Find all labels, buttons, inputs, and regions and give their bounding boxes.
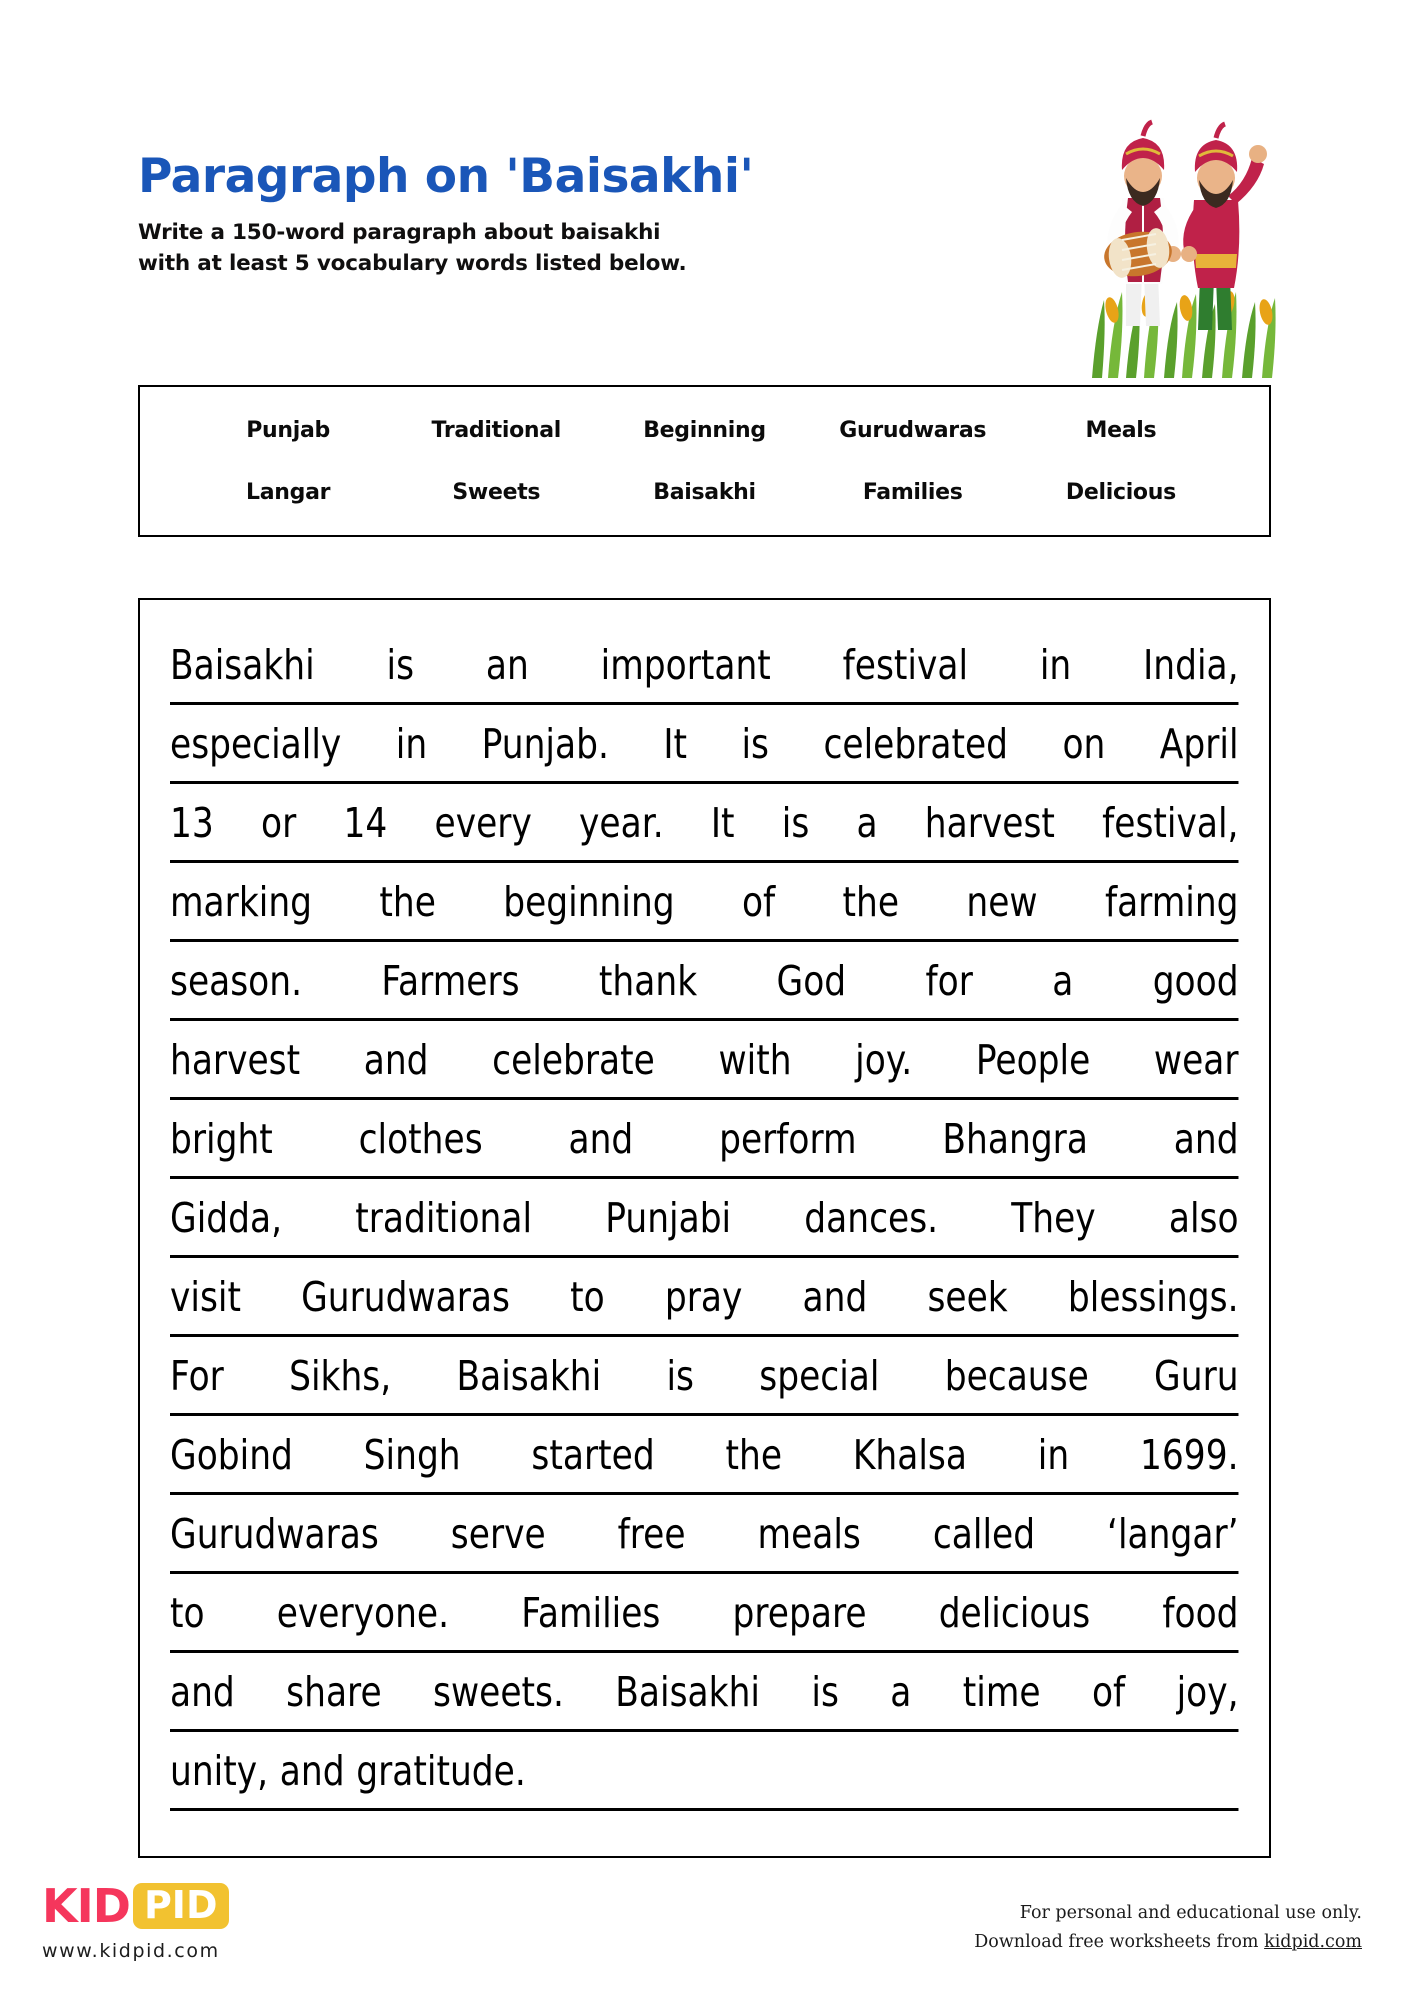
paragraph-word: Gobind [170,1431,293,1479]
instruction-line-1: Write a 150-word paragraph about baisakhi [138,220,661,246]
paragraph-word: wear [1153,1036,1239,1084]
paragraph-word: Gurudwaras [170,1510,379,1558]
paragraph-word: and [170,1668,235,1716]
paragraph-word: the [725,1431,783,1479]
footer-usage-note [974,1899,1362,1956]
paragraph-word: is [666,1352,694,1400]
logo-pid-text: PID [133,1883,229,1929]
paragraph-word: traditional [355,1194,533,1242]
paragraph-word: to [570,1273,605,1321]
paragraph-line [170,784,1239,863]
paragraph-line [170,1337,1239,1416]
paragraph-word: Sikhs, [289,1352,392,1400]
logo-kid-text: KID [42,1879,130,1933]
paragraph-word: farming [1104,878,1239,926]
paragraph-word: dances. [804,1194,939,1242]
paragraph-line [170,1732,1239,1811]
paragraph-word: the [379,878,436,926]
paragraph-word: joy. [855,1036,913,1084]
paragraph-line [170,1258,1239,1337]
paragraph-word: unity, [170,1747,269,1795]
paragraph-word: especially [170,720,342,768]
paragraph-word: gratitude. [356,1747,526,1795]
worksheet-header [138,150,958,279]
paragraph-word: delicious [938,1589,1091,1637]
paragraph-word: Khalsa [852,1431,967,1479]
paragraph-word: on [1062,720,1106,768]
paragraph-word: important [600,641,771,689]
vocabulary-word: Sweets [452,479,541,505]
paragraph-word: 1699. [1139,1431,1239,1479]
paragraph-word: April [1159,720,1239,768]
footer-note-prefix: Download free worksheets from [974,1931,1265,1952]
paragraph-word: serve [450,1510,546,1558]
paragraph-word: perform [719,1115,857,1163]
paragraph-line [170,1416,1239,1495]
kidpid-logo-mark [42,1881,229,1931]
vocabulary-row-2 [184,461,1225,523]
paragraph-word: good [1152,957,1239,1005]
paragraph-word: started [531,1431,655,1479]
vocabulary-word-bank [138,385,1271,537]
paragraph-word: called [932,1510,1036,1558]
paragraph-word: clothes [358,1115,483,1163]
paragraph-word: of [1091,1668,1126,1716]
vocabulary-word: Beginning [643,417,766,443]
paragraph-word: meals [757,1510,861,1558]
paragraph-line [170,1179,1239,1258]
paragraph-word: sweets. [433,1668,564,1716]
paragraph-word: blessings. [1067,1273,1239,1321]
paragraph-answer-area[interactable] [138,598,1271,1858]
paragraph-word: also [1168,1194,1239,1242]
paragraph-word: in [1037,1431,1070,1479]
paragraph-word: 14 [343,799,388,847]
paragraph-word: marking [170,878,313,926]
paragraph-word: share [286,1668,382,1716]
page-footer [0,1860,1414,2000]
paragraph-word: food [1162,1589,1239,1637]
paragraph-word: Gidda, [170,1194,283,1242]
paragraph-line [170,1653,1239,1732]
paragraph-word: or [261,799,297,847]
instruction-line-2: with at least 5 vocabulary words listed below. [138,250,687,276]
paragraph-word: Baisakhi [456,1352,602,1400]
footer-note-line-2 [974,1928,1362,1956]
paragraph-word: and [802,1273,868,1321]
vocabulary-word: Families [862,479,963,505]
paragraph-word: joy, [1176,1668,1239,1716]
paragraph-word: a [856,799,878,847]
worksheet-instructions [138,218,958,279]
paragraph-word: everyone. [276,1589,450,1637]
paragraph-word: a [890,1668,912,1716]
paragraph-word: an [485,641,529,689]
paragraph-word: harvest [170,1036,301,1084]
paragraph-line [170,1021,1239,1100]
paragraph-word: pray [664,1273,743,1321]
vocabulary-row-1 [184,399,1225,461]
paragraph-word: Gurudwaras [301,1273,510,1321]
paragraph-word: free [617,1510,686,1558]
vocabulary-word: Gurudwaras [839,417,987,443]
vocabulary-word: Traditional [431,417,562,443]
vocabulary-word: Langar [246,479,331,505]
bhangra-dancers-illustration [1082,78,1292,378]
paragraph-word: special [759,1352,880,1400]
paragraph-word: and [279,1747,345,1795]
paragraph-line [170,705,1239,784]
paragraph-line [170,1100,1239,1179]
vocabulary-word: Delicious [1065,479,1176,505]
paragraph-word: Baisakhi [615,1668,760,1716]
logo-website-url: www.kidpid.com [42,1940,220,1962]
paragraph-word: Baisakhi [170,641,315,689]
paragraph-word: the [842,878,900,926]
paragraph-word: bright [170,1115,273,1163]
paragraph-word: and [568,1115,634,1163]
paragraph-word: to [170,1589,205,1637]
paragraph-word: is [781,799,810,847]
paragraph-line [170,626,1239,705]
paragraph-word: It [710,799,735,847]
paragraph-word: Singh [363,1431,461,1479]
paragraph-word: festival [842,641,969,689]
paragraph-word: every [434,799,532,847]
paragraph-word: prepare [732,1589,867,1637]
paragraph-word: is [386,641,415,689]
paragraph-word: 13 [170,799,214,847]
paragraph-word: Punjabi [605,1194,732,1242]
paragraph-word: because [944,1352,1089,1400]
paragraph-word: year. [579,799,664,847]
kidpid-link[interactable]: kidpid.com [1264,1931,1362,1952]
paragraph-word: harvest [924,799,1055,847]
paragraph-line [170,1495,1239,1574]
paragraph-word: For [170,1352,224,1400]
paragraph-word: beginning [503,878,675,926]
paragraph-word: India, [1143,641,1239,689]
paragraph-word: in [1039,641,1072,689]
paragraph-word: a [1052,957,1074,1005]
paragraph-line [170,863,1239,942]
kidpid-logo [42,1881,229,1962]
page-title: Paragraph on 'Baisakhi' [138,149,754,204]
paragraph-word: is [741,720,769,768]
paragraph-word: in [395,720,428,768]
paragraph-word: Farmers [381,957,520,1005]
paragraph-word: Bhangra [942,1115,1088,1163]
paragraph-word: celebrate [492,1036,655,1084]
paragraph-word: and [1173,1115,1239,1163]
paragraph-word: Families [521,1589,661,1637]
vocabulary-word: Baisakhi [653,479,756,505]
vocabulary-word: Punjab [246,417,330,443]
paragraph-word: celebrated [823,720,1009,768]
paragraph-word: of [741,878,776,926]
paragraph-word: with [718,1036,792,1084]
paragraph-word: People [975,1036,1091,1084]
paragraph-word: for [925,957,973,1005]
paragraph-word: new [966,878,1038,926]
paragraph-line [170,942,1239,1021]
paragraph-word: seek [927,1273,1008,1321]
paragraph-word: It [663,720,688,768]
paragraph-word: festival, [1102,799,1239,847]
paragraph-line [170,1574,1239,1653]
paragraph-word: is [811,1668,839,1716]
paragraph-word: thank [598,957,698,1005]
paragraph-word: They [1011,1194,1096,1242]
paragraph-word: visit [170,1273,241,1321]
paragraph-word: Guru [1154,1352,1239,1400]
paragraph-word: ‘langar’ [1107,1510,1239,1558]
footer-note-line-1: For personal and educational use only. [1019,1903,1362,1924]
paragraph-word: Punjab. [481,720,609,768]
paragraph-word: and [363,1036,429,1084]
paragraph-word: time [962,1668,1041,1716]
vocabulary-word: Meals [1085,417,1157,443]
paragraph-word: season. [170,957,303,1005]
paragraph-word: God [776,957,847,1005]
